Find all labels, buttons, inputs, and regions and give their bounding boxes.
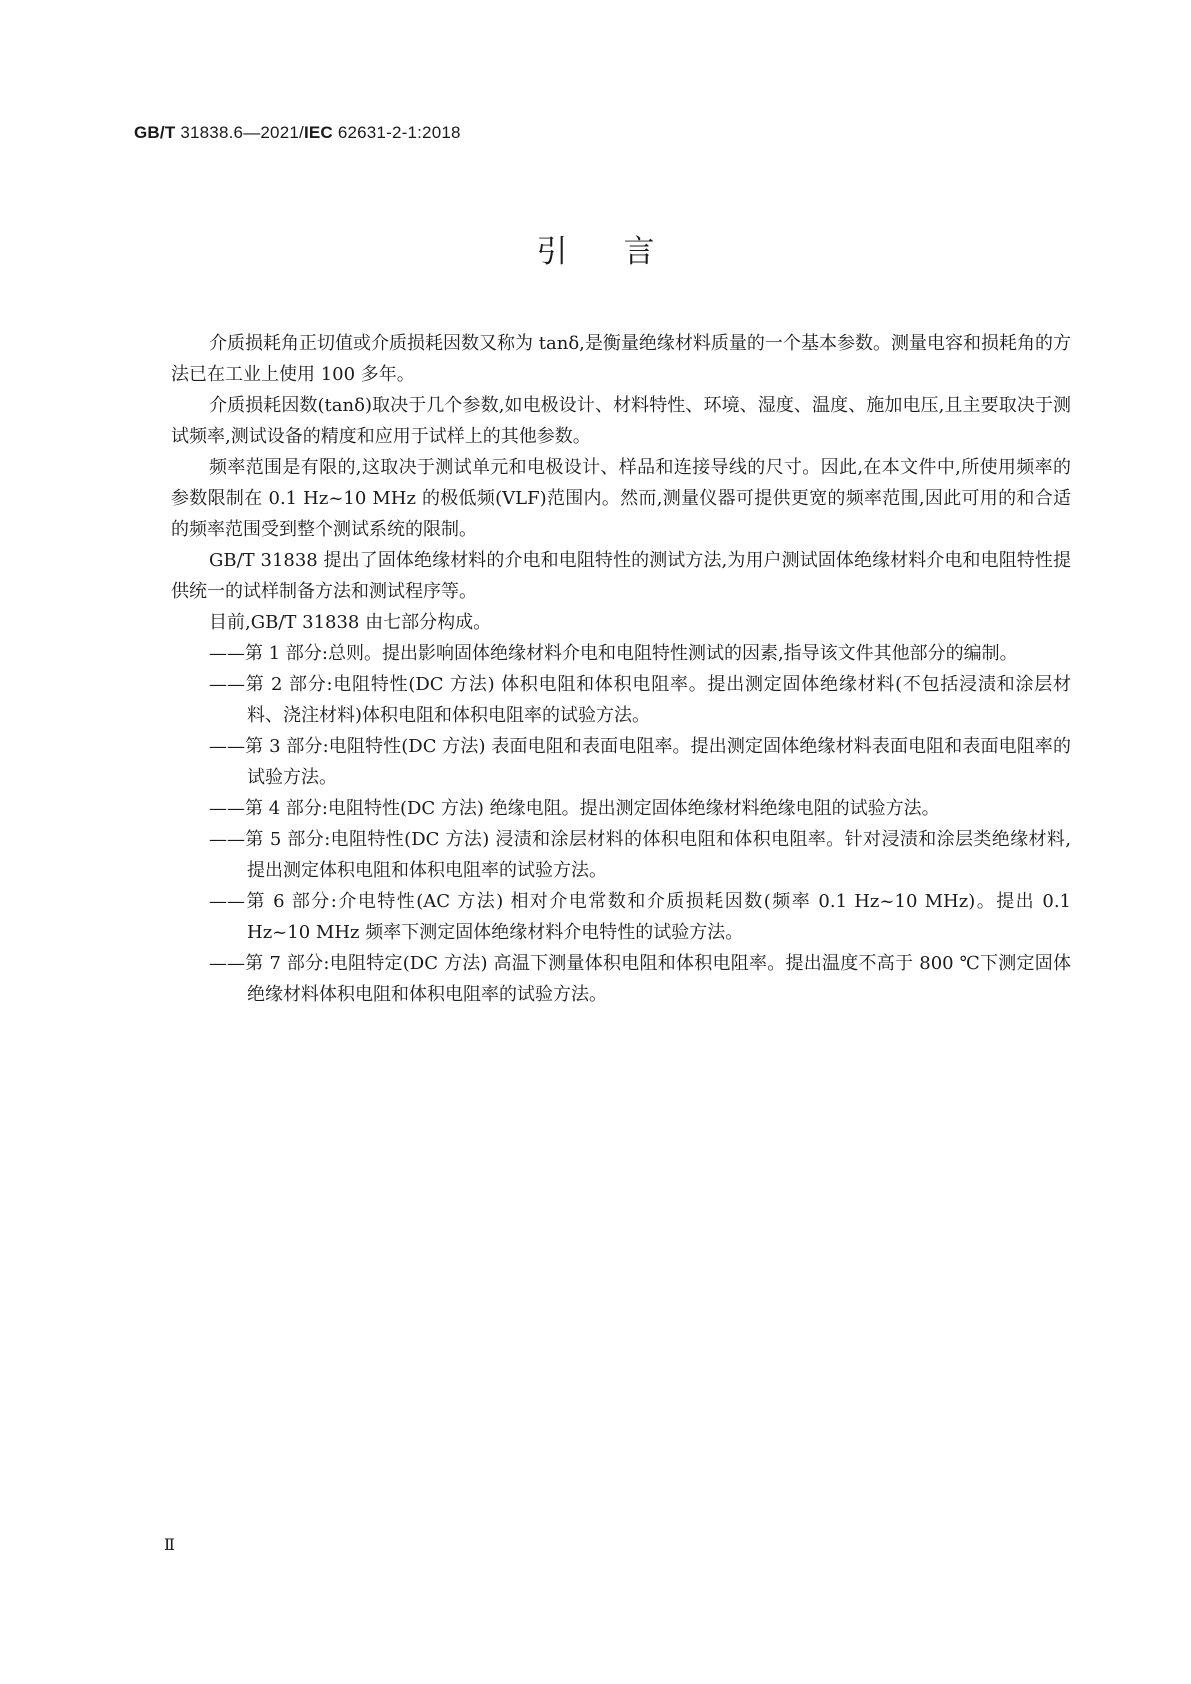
part-1-item: ——第 1 部分:总则。提出影响固体绝缘材料介电和电阻特性测试的因素,指导该文件其他部分的编制。	[209, 643, 1018, 664]
part-5-item: ——第 5 部分:电阻特性(DC 方法) 浸渍和涂层材料的体积电阻和体积电阻率。针对浸渍和涂层类绝缘材料,提出测定体积电阻和体积电阻率的试验方法。	[209, 829, 1071, 881]
paragraph-loss-factor: 介质损耗因数(tanδ)取决于几个参数,如电极设计、材料特性、环境、湿度、温度、施加电压,且主要取决于测试频率,测试设备的精度和应用于试样上的其他参数。	[171, 395, 1071, 447]
parts-list	[171, 638, 1071, 1010]
part-6-item: ——第 6 部分:介电特性(AC 方法) 相对介电常数和介质损耗因数(频率 0.1 Hz~10 MHz)。提出 0.1 Hz~10 MHz 频率下测定固体绝缘材料介电特性的试验方法。	[209, 891, 1071, 943]
part-2-item: ——第 2 部分:电阻特性(DC 方法) 体积电阻和体积电阻率。提出测定固体绝缘材料(不包括浸渍和涂层材料、浇注材料)体积电阻和体积电阻率的试验方法。	[209, 674, 1071, 726]
iec-prefix: IEC	[303, 123, 333, 142]
introduction-body	[171, 328, 1071, 1010]
parts-intro: 目前,GB/T 31838 由七部分构成。	[209, 612, 492, 633]
page-title: 引言	[536, 234, 711, 270]
iec-code-number: 62631-2-1:2018	[332, 123, 461, 142]
doc-code-number: 31838.6—2021/	[175, 123, 304, 142]
document-code	[134, 123, 461, 143]
page-number: Ⅱ	[164, 1535, 175, 1554]
paragraph-frequency-range: 频率范围是有限的,这取决于测试单元和电极设计、样品和连接导线的尺寸。因此,在本文件中,所使用频率的参数限制在 0.1 Hz~10 MHz 的极低频(VLF)范围内。然而,测量仪器可提供更宽的频率范围,因此可用的和合适的频率范围受到整个测试系统的限制。	[171, 457, 1071, 540]
doc-code-prefix: GB/T	[134, 123, 176, 142]
paragraph-standard-scope: GB/T 31838 提出了固体绝缘材料的介电和电阻特性的测试方法,为用户测试固体绝缘材料介电和电阻特性提供统一的试样制备方法和测试程序等。	[171, 550, 1071, 602]
part-7-item: ——第 7 部分:电阻特定(DC 方法) 高温下测量体积电阻和体积电阻率。提出温度不高于 800 ℃下测定固体绝缘材料体积电阻和体积电阻率的试验方法。	[209, 953, 1071, 1005]
paragraph-tan-delta: 介质损耗角正切值或介质损耗因数又称为 tanδ,是衡量绝缘材料质量的一个基本参数。测量电容和损耗角的方法已在工业上使用 100 多年。	[171, 333, 1071, 385]
part-4-item: ——第 4 部分:电阻特性(DC 方法) 绝缘电阻。提出测定固体绝缘材料绝缘电阻的试验方法。	[209, 798, 940, 819]
part-3-item: ——第 3 部分:电阻特性(DC 方法) 表面电阻和表面电阻率。提出测定固体绝缘材料表面电阻和表面电阻率的试验方法。	[209, 736, 1071, 788]
